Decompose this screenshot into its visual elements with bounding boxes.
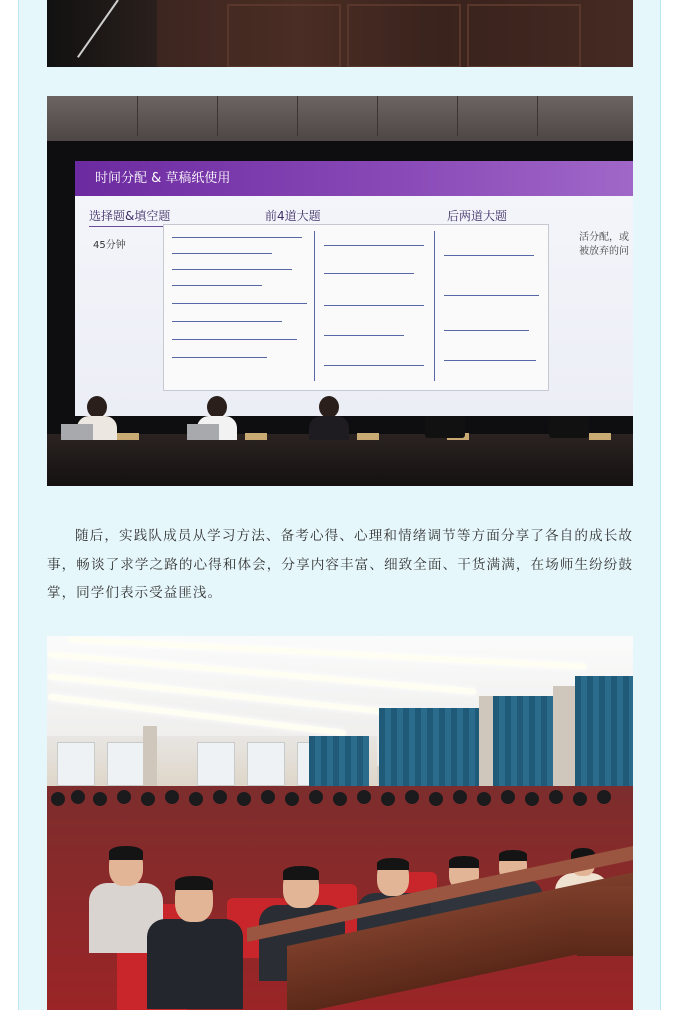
slide-column-heading: 前4道大题: [265, 207, 321, 227]
student: [147, 876, 243, 1009]
stage-table: [47, 434, 633, 486]
laptop: [187, 424, 219, 440]
article-paragraph: 随后，实践队成员从学习方法、备考心得、心理和情绪调节等方面分享了各自的成长故事，畅谈了求学之路的心得和体会，分享内容丰富、细致全面、干货满满，在场师生纷纷鼓掌，同学们表示受益匪浅。: [47, 528, 633, 601]
audience-photo: [47, 636, 633, 1010]
draft-paper-image: [163, 224, 549, 391]
wall-panel: [467, 4, 581, 67]
slide-note: 活分配，或 被放弃的问: [579, 232, 629, 257]
projection-screen: [75, 161, 633, 416]
monitor-speaker: [549, 416, 589, 438]
ceiling: [47, 96, 633, 141]
wall-panel: [347, 4, 461, 67]
wall-panel: [227, 4, 341, 67]
event-photo-top: [47, 0, 633, 67]
slide-column-heading: 选择题&填空题: [89, 207, 170, 227]
monitor-speaker: [425, 416, 465, 438]
speaker-person: [309, 396, 349, 440]
nameplate: [357, 433, 379, 440]
photo-shadow: [47, 0, 167, 67]
laptop: [61, 424, 93, 440]
audience-crowd: [47, 790, 633, 810]
nameplate: [117, 433, 139, 440]
slide-column-heading: 后两道大题: [447, 207, 507, 227]
slide-time-label: 45分钟: [93, 240, 126, 251]
nameplate: [589, 433, 611, 440]
desk: [577, 886, 633, 956]
slide-title: 时间分配 & 草稿纸使用: [75, 161, 633, 196]
presentation-photo: [47, 96, 633, 486]
nameplate: [245, 433, 267, 440]
